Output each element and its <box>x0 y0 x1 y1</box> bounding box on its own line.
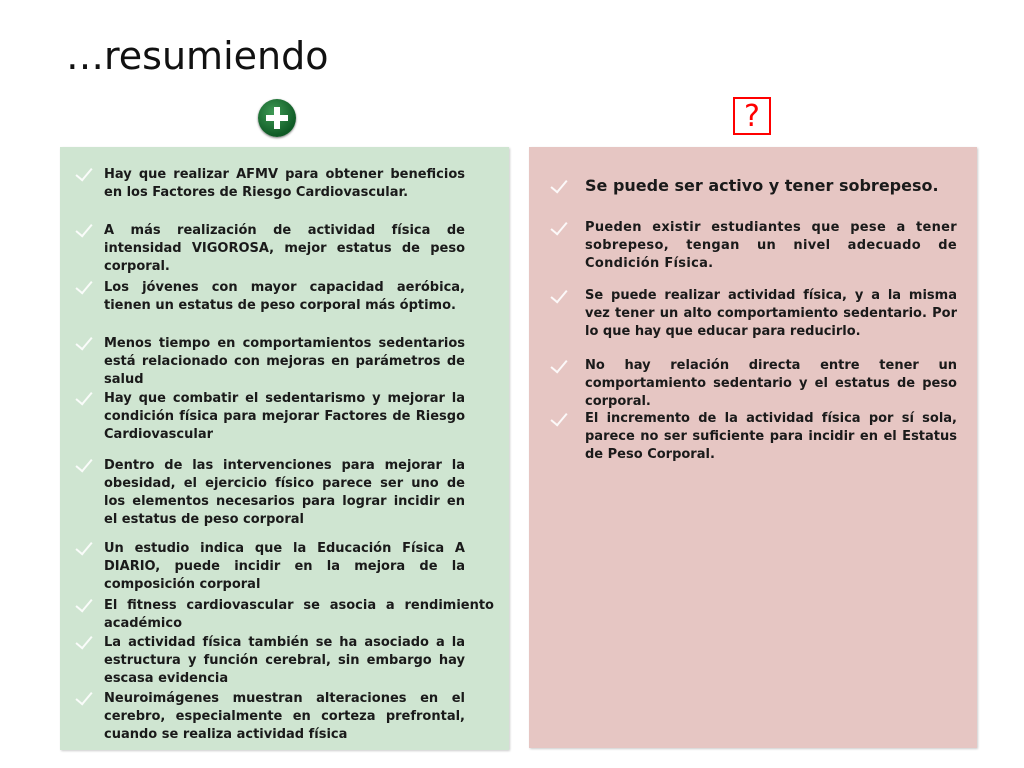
question-item: Se puede realizar actividad física, y a la misma vez tener un alto comportamiento sedentario. Por lo que hay que educar para reducirlo. <box>585 288 957 339</box>
benefit-item: Neuroimágenes muestran alteraciones en el cerebro, especialmente en corteza prefrontal, cuando se realiza actividad física <box>104 691 465 742</box>
benefit-item: Un estudio indica que la Educación Física A DIARIO, puede incidir en la mejora de la composición corporal <box>104 541 465 592</box>
benefit-item: El fitness cardiovascular se asocia a rendimiento académico <box>104 598 494 631</box>
question-item: No hay relación directa entre tener un comportamiento sedentario y el estatus de peso corporal. <box>585 358 957 409</box>
question-item: El incremento de la actividad física por sí sola, parece no ser suficiente para incidir en el Estatus de Peso Corporal. <box>585 411 957 462</box>
benefit-item: Hay que combatir el sedentarismo y mejorar la condición física para mejorar Factores de Riesgo Cardiovascular <box>104 391 465 442</box>
benefit-item: Menos tiempo en comportamientos sedentarios está relacionado con mejoras en parámetros de salud <box>104 336 465 387</box>
benefit-item: Dentro de las intervenciones para mejorar la obesidad, el ejercicio físico parece ser uno de los elementos necesarios para lograr incidir en el estatus de peso corporal <box>104 458 465 527</box>
question-item: Pueden existir estudiantes que pese a tener sobrepeso, tengan un nivel adecuado de Condición Física. <box>585 220 957 271</box>
question-icon: ? <box>733 97 771 135</box>
benefit-item: Hay que realizar AFMV para obtener beneficios en los Factores de Riesgo Cardiovascular. <box>104 167 465 200</box>
slide-title: …resumiendo <box>66 34 329 78</box>
benefit-item: La actividad física también se ha asociado a la estructura y función cerebral, sin embargo hay escasa evidencia <box>104 635 465 686</box>
benefit-item: A más realización de actividad física de intensidad VIGOROSA, mejor estatus de peso corporal. <box>104 223 465 274</box>
question-item: Se puede ser activo y tener sobrepeso. <box>585 176 939 195</box>
plus-icon <box>258 99 296 137</box>
benefit-item: Los jóvenes con mayor capacidad aeróbica, tienen un estatus de peso corporal más óptimo. <box>104 280 465 313</box>
